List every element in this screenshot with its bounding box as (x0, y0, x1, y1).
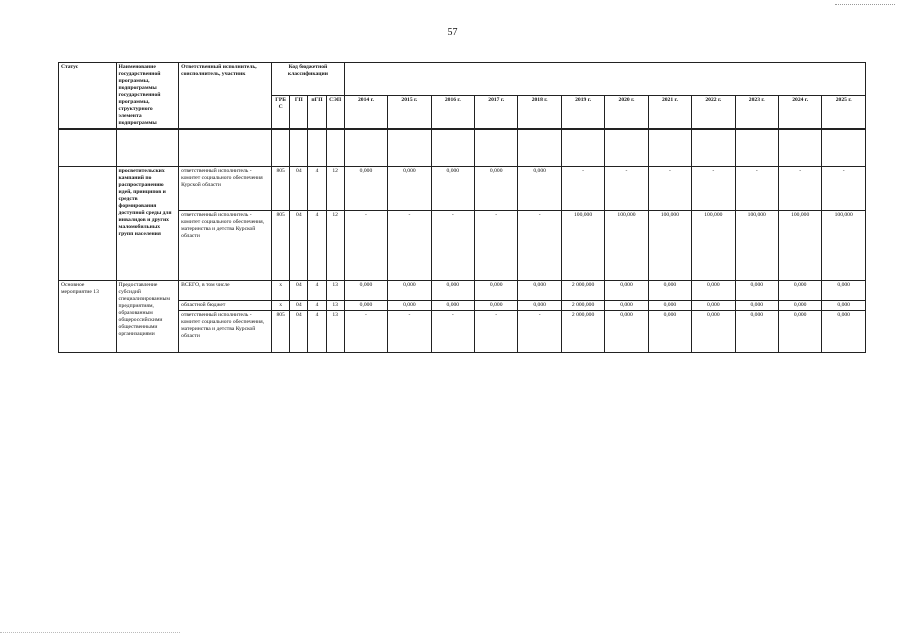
header-responsible: Ответственный исполнитель, соисполнитель, участник (179, 63, 272, 129)
value-cell: 0,000 (431, 300, 474, 310)
value-cell: 100,000 (692, 210, 735, 280)
value-cell: 100,000 (605, 210, 648, 280)
value-cell: - (518, 310, 561, 352)
page-number: 57 (447, 27, 458, 38)
header-code-grbs: ГРБС (272, 95, 290, 129)
value-cell: 100,000 (561, 210, 604, 280)
status-cell (59, 166, 117, 280)
value-cell: 100,000 (822, 210, 866, 280)
table-row (59, 300, 866, 310)
code-cell: 04 (290, 280, 308, 300)
responsible-cell: ответственный исполнитель - комитет социального обеспечения, материнства и детства Курской области (179, 310, 272, 352)
value-cell: 0,000 (518, 166, 561, 210)
value-cell: - (778, 166, 821, 210)
value-cell: 0,000 (605, 310, 648, 352)
value-cell: 2 000,000 (561, 300, 604, 310)
value-cell: 0,000 (822, 310, 866, 352)
value-cell: 0,000 (648, 300, 691, 310)
code-cell: 4 (308, 310, 326, 352)
value-cell: 0,000 (475, 280, 518, 300)
code-cell: 805 (272, 166, 290, 210)
value-cell: 0,000 (778, 280, 821, 300)
value-cell: 0,000 (822, 280, 866, 300)
header-status: Статус (59, 63, 117, 129)
table-row (59, 310, 866, 352)
value-cell: 0,000 (778, 310, 821, 352)
value-cell: - (344, 210, 387, 280)
header-year: 2021 г. (648, 95, 691, 129)
header-year: 2025 г. (822, 95, 866, 129)
value-cell: - (561, 166, 604, 210)
value-cell: - (388, 310, 431, 352)
header-years-group (344, 63, 865, 96)
value-cell: - (388, 210, 431, 280)
header-year: 2020 г. (605, 95, 648, 129)
header-code-pgp: пГП (308, 95, 326, 129)
value-cell: 0,000 (735, 280, 778, 300)
value-cell: - (431, 310, 474, 352)
responsible-cell: областной бюджет (179, 300, 272, 310)
responsible-cell: ответственный исполнитель - комитет социального обеспечения, материнства и детства Курской области (179, 210, 272, 280)
header-budget-code: Код бюджетной классификации (272, 63, 345, 96)
value-cell: 0,000 (518, 300, 561, 310)
code-cell: 4 (308, 300, 326, 310)
value-cell: 0,000 (518, 280, 561, 300)
header-row-1 (59, 63, 866, 96)
value-cell: 0,000 (344, 280, 387, 300)
code-cell: 4 (308, 166, 326, 210)
name-cell: просветительских кампаний по распространению идей, принципов и средств формирования доступной среды для инвалидов и других маломобильных групп населения (116, 166, 179, 280)
code-cell: 04 (290, 300, 308, 310)
value-cell: 0,000 (692, 300, 735, 310)
code-cell: х (272, 300, 290, 310)
value-cell: 100,000 (778, 210, 821, 280)
value-cell: 0,000 (648, 310, 691, 352)
code-cell: х (272, 280, 290, 300)
name-cell: Предоставление субсидий специализированным предприятиям, образованным общероссийскими общественными организациями (116, 280, 179, 352)
header-code-sep: СЭП (326, 95, 344, 129)
table-row (59, 166, 866, 210)
code-cell: 13 (326, 280, 344, 300)
value-cell: 0,000 (344, 166, 387, 210)
value-cell: 2 000,000 (561, 280, 604, 300)
value-cell: 0,000 (735, 310, 778, 352)
value-cell: - (475, 210, 518, 280)
value-cell: 0,000 (431, 166, 474, 210)
header-year: 2019 г. (561, 95, 604, 129)
header-year: 2022 г. (692, 95, 735, 129)
code-cell: 04 (290, 166, 308, 210)
value-cell: 0,000 (692, 280, 735, 300)
code-cell: 4 (308, 280, 326, 300)
value-cell: - (822, 166, 866, 210)
code-cell: 04 (290, 310, 308, 352)
value-cell: 0,000 (692, 310, 735, 352)
value-cell: 0,000 (388, 300, 431, 310)
value-cell: - (431, 210, 474, 280)
header-year: 2017 г. (475, 95, 518, 129)
header-name: Наименование государственной программы, подпрограммы государственной программы, структурного элемента подпрограммы (116, 63, 179, 129)
value-cell: 0,000 (735, 300, 778, 310)
code-cell: 12 (326, 166, 344, 210)
spacer-row (59, 129, 866, 167)
value-cell: 0,000 (388, 280, 431, 300)
code-cell: 13 (326, 310, 344, 352)
code-cell: 13 (326, 300, 344, 310)
value-cell: 0,000 (605, 300, 648, 310)
value-cell: 0,000 (431, 280, 474, 300)
value-cell: 0,000 (778, 300, 821, 310)
budget-table (58, 62, 866, 353)
value-cell: - (648, 166, 691, 210)
value-cell: 0,000 (388, 166, 431, 210)
header-year: 2015 г. (388, 95, 431, 129)
code-cell: 805 (272, 310, 290, 352)
value-cell: 0,000 (605, 280, 648, 300)
code-cell: 805 (272, 210, 290, 280)
value-cell: 0,000 (822, 300, 866, 310)
code-cell: 12 (326, 210, 344, 280)
code-cell: 4 (308, 210, 326, 280)
value-cell: 100,000 (648, 210, 691, 280)
responsible-cell: ВСЕГО, в том числе (179, 280, 272, 300)
value-cell: 0,000 (344, 300, 387, 310)
scan-edge-mark (835, 4, 895, 5)
header-code-gp: ГП (290, 95, 308, 129)
status-cell: Основное мероприятие 13 (59, 280, 117, 352)
value-cell: - (518, 210, 561, 280)
code-cell: 04 (290, 210, 308, 280)
value-cell: 0,000 (648, 280, 691, 300)
value-cell: 0,000 (475, 166, 518, 210)
header-year: 2016 г. (431, 95, 474, 129)
value-cell: 100,000 (735, 210, 778, 280)
scan-edge-mark (0, 632, 180, 633)
header-year: 2024 г. (778, 95, 821, 129)
value-cell: - (692, 166, 735, 210)
responsible-cell: ответственный исполнитель - комитет социального обеспечения Курской области (179, 166, 272, 210)
header-year: 2018 г. (518, 95, 561, 129)
value-cell: - (475, 310, 518, 352)
value-cell: - (735, 166, 778, 210)
value-cell: - (605, 166, 648, 210)
value-cell: 2 000,000 (561, 310, 604, 352)
value-cell: 0,000 (475, 300, 518, 310)
value-cell: - (344, 310, 387, 352)
table-row (59, 280, 866, 300)
header-year: 2014 г. (344, 95, 387, 129)
header-year: 2023 г. (735, 95, 778, 129)
table-row (59, 210, 866, 280)
